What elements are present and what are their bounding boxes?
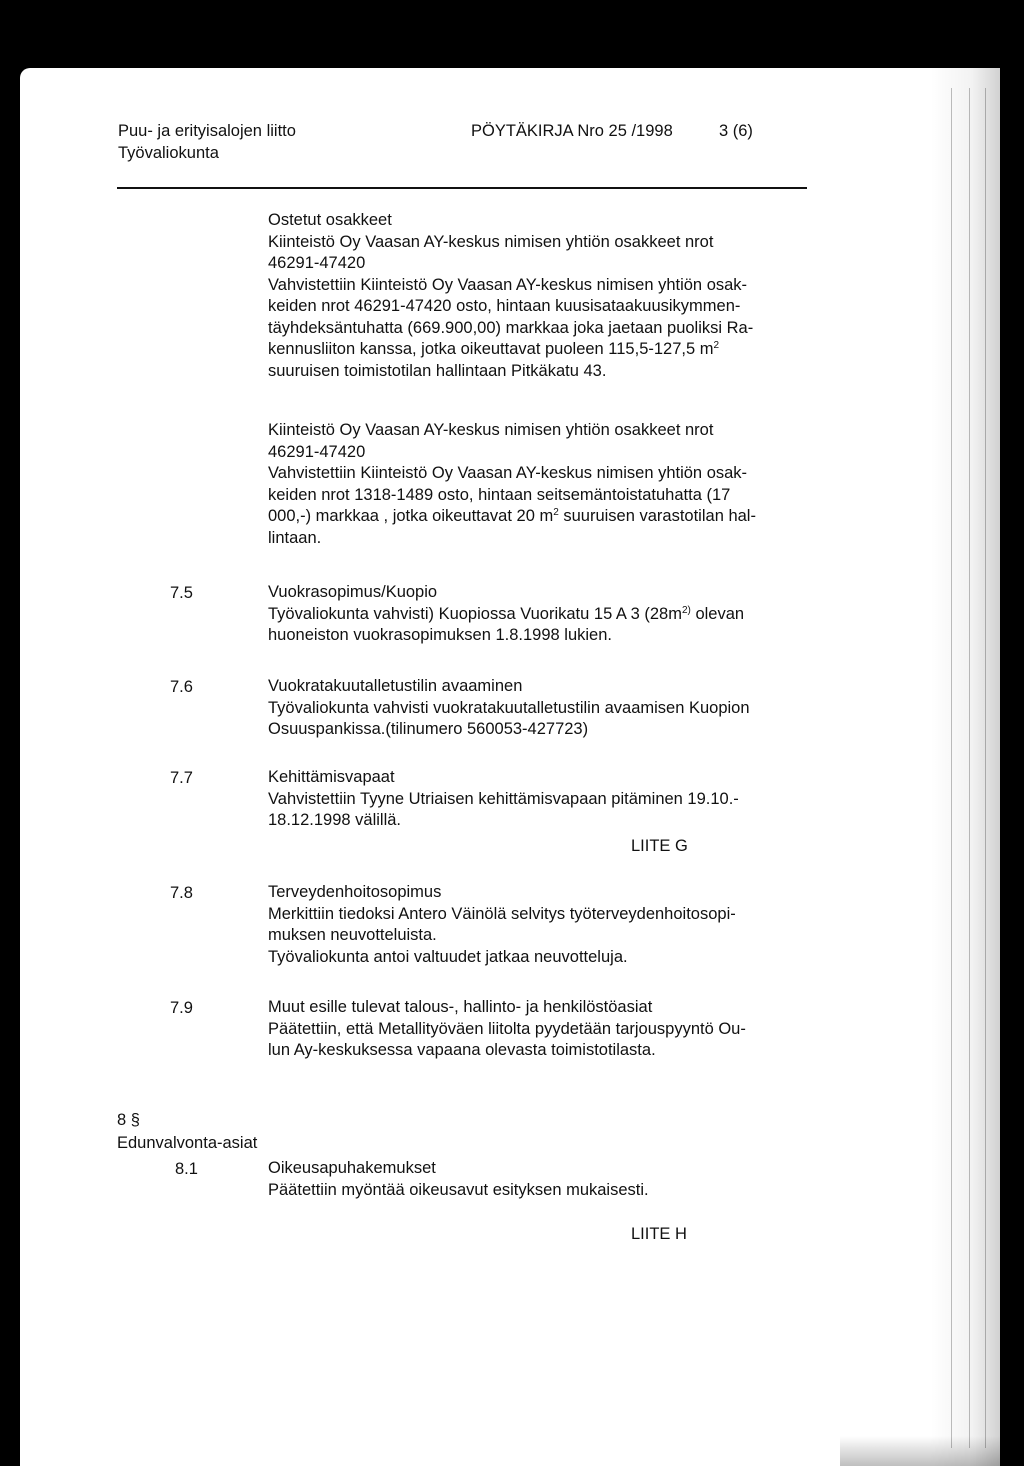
text-fragment: 000,-) markkaa , jotka oikeuttavat 20 m [268,507,554,525]
section-number: 7.5 [170,584,193,602]
paragraph-num: 8 [117,1111,127,1129]
page-edge-line [969,88,970,1448]
section-number: 7.7 [170,769,193,787]
block-title: Ostetut osakkeet [268,211,392,229]
text-line: lintaan. [268,528,322,547]
section-title: Muut esille tulevat talous-, hallinto- ja henkilöstöasiat [268,998,653,1016]
text-line: täyhdeksäntuhatta (669.900,00) markkaa joka jaetaan puoliksi Ra- [268,318,754,337]
text-line [268,339,753,361]
text-line: lun Ay-keskuksessa vapaana olevasta toimistotilasta. [268,1041,656,1059]
text-line: Vahvistettiin Tyyne Utriaisen kehittämisvapaan pitäminen 19.10.- [268,789,739,808]
text-line: 18.12.1998 välillä. [268,811,402,829]
section-title: Oikeusapuhakemukset [268,1159,436,1177]
paragraph-heading: Edunvalvonta-asiat [117,1134,258,1152]
page-edge-line [951,88,952,1448]
text-line: 46291-47420 [268,254,366,272]
text-line: Työvaliokunta vahvisti vuokratakuutalletustilin avaamisen Kuopion [268,698,750,717]
text-line: Merkittiin tiedoksi Antero Väinölä selvitys työterveydenhoitosopi- [268,904,736,923]
section-7-6 [268,676,750,741]
text-line: keiden nrot 1318-1489 osto, hintaan seitsemäntoistatuhatta (17 [268,485,731,504]
text-line: muksen neuvotteluista. [268,926,437,944]
page-bottom-shadow [840,1436,1000,1466]
text-fragment: olevan [690,604,745,623]
section-number: 8.1 [175,1160,198,1178]
section-title: Vuokratakuutalletustilin avaaminen [268,677,523,695]
section-title: Kehittämisvapaat [268,768,395,786]
text-line [268,604,744,626]
section-number: 7.9 [170,999,193,1017]
text-fragment: Työvaliokunta vahvisti) Kuopiossa Vuorikatu 15 A 3 (28m [268,604,682,623]
text-line: Päätettiin myöntää oikeusavut esityksen mukaisesti. [268,1180,649,1199]
text-line: Osuuspankissa.(tilinumero 560053-427723) [268,720,589,738]
header-organization: Puu- ja erityisalojen liitto [118,122,296,140]
header-committee: Työvaliokunta [118,144,219,162]
text-line: Vahvistettiin Kiinteistö Oy Vaasan AY-keskus nimisen yhtiön osak- [268,275,748,294]
text-fragment: suuruisen varastotilan hal- [558,507,756,525]
purchased-shares-block [268,210,753,382]
attachment-label: LIITE G [631,837,688,855]
header-rule [117,187,807,189]
superscript: 2) [681,604,691,616]
text-line: Vahvistettiin Kiinteistö Oy Vaasan AY-keskus nimisen yhtiön osak- [268,464,748,482]
text-line: huoneiston vuokrasopimuksen 1.8.1998 lukien. [268,626,612,644]
text-line: Kiinteistö Oy Vaasan AY-keskus nimisen yhtiön osakkeet nrot [268,421,714,439]
paragraph-number [117,1110,140,1132]
page-edge-line [985,88,986,1448]
text-line: suuruisen toimistotilan hallintaan Pitkäkatu 43. [268,361,607,380]
section-7-5 [268,582,744,647]
text-line [268,506,756,528]
section-8-1 [268,1158,649,1201]
section-7-8 [268,882,736,968]
section-number: 7.6 [170,678,193,696]
text-fragment: kennusliiton kanssa, jotka oikeuttavat puoleen 115,5-127,5 m [268,340,714,358]
shares-block-2 [268,420,756,549]
text-line: 46291-47420 [268,442,366,461]
section-title: Terveydenhoitosopimus [268,883,442,901]
section-number: 7.8 [170,884,193,902]
text-line: Kiinteistö Oy Vaasan AY-keskus nimisen yhtiön osakkeet nrot [268,232,714,251]
section-symbol: § [130,1111,140,1129]
text-line: keiden nrot 46291-47420 osto, hintaan kuusisataakuusikymmen- [268,297,741,315]
attachment-label: LIITE H [631,1225,687,1243]
page-edge-shadow [930,68,1000,1466]
header-doc-title: PÖYTÄKIRJA Nro 25 /1998 [471,122,673,140]
superscript: 2 [713,340,720,351]
section-title: Vuokrasopimus/Kuopio [268,583,438,601]
section-7-7 [268,767,739,832]
superscript: 2 [553,507,559,518]
text-line: Työvaliokunta antoi valtuudet jatkaa neuvotteluja. [268,947,628,966]
header-page-number: 3 (6) [719,122,753,140]
section-7-9 [268,997,746,1062]
text-line: Päätettiin, että Metallityöväen liitolta pyydetään tarjouspyyntö Ou- [268,1019,746,1038]
